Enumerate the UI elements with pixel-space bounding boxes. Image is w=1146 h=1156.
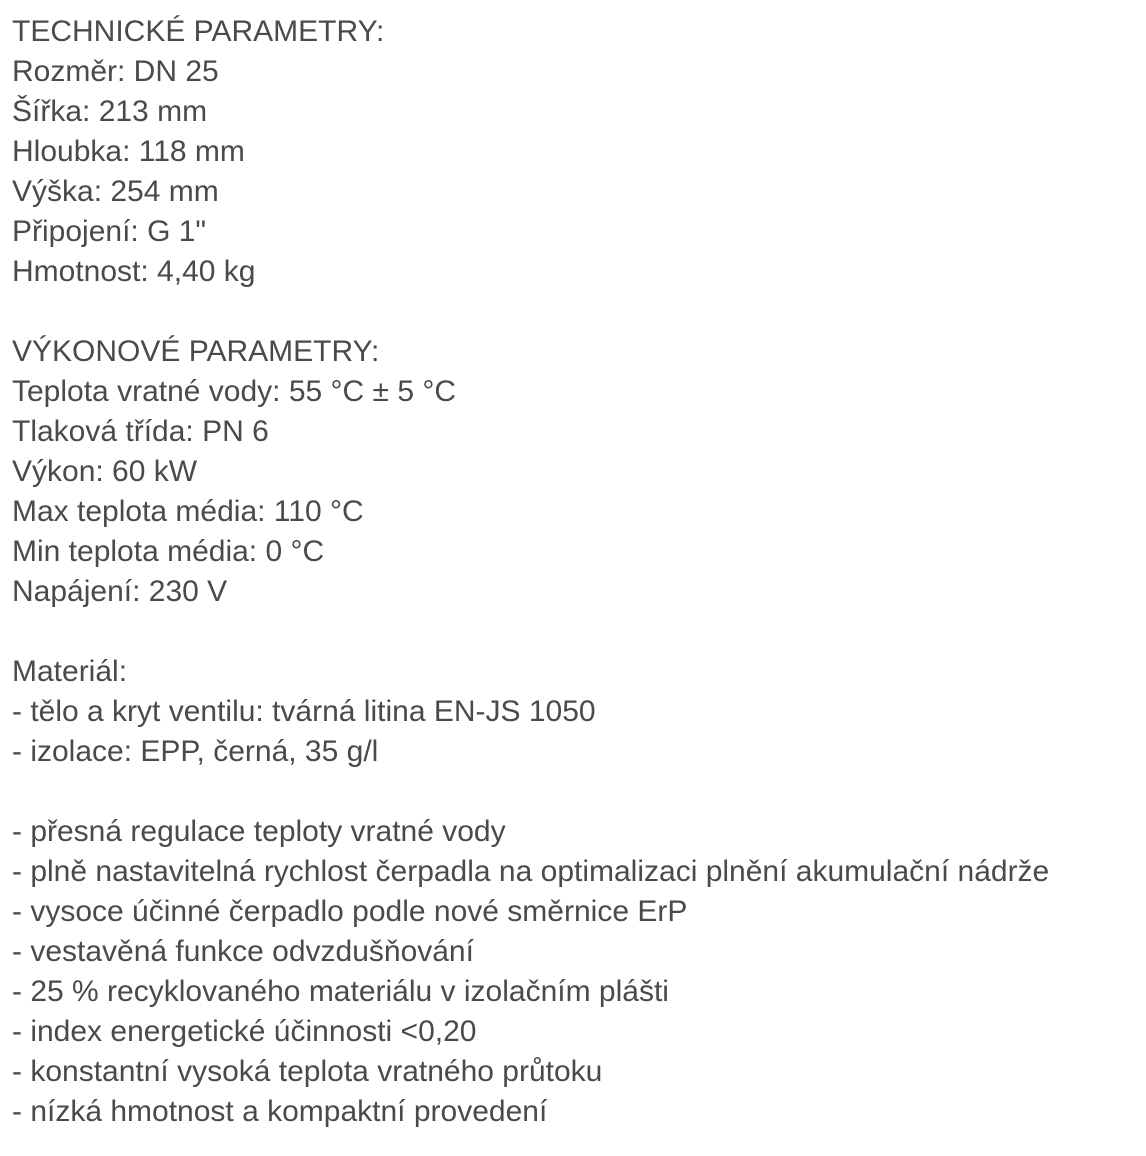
product-spec-document — [12, 12, 1142, 1132]
spec-line-connection: Připojení: G 1" — [12, 215, 207, 248]
feature-list-item: - plně nastavitelná rychlost čerpadla na optimalizaci plnění akumulační nádrže — [12, 855, 1050, 888]
material-heading: Materiál: — [12, 655, 128, 688]
spec-line-weight: Hmotnost: 4,40 kg — [12, 255, 256, 288]
section-spacer — [12, 292, 1142, 332]
spec-line-power-supply: Napájení: 230 V — [12, 575, 228, 608]
spec-line-depth: Hloubka: 118 mm — [12, 135, 245, 168]
spec-line-min-media-temperature: Min teplota média: 0 °C — [12, 535, 325, 568]
features-section — [12, 812, 1142, 1132]
spec-line-max-media-temperature: Max teplota média: 110 °C — [12, 495, 364, 528]
performance-parameters-heading: VÝKONOVÉ PARAMETRY: — [12, 335, 380, 368]
technical-parameters-section — [12, 12, 1142, 292]
feature-list-item: - 25 % recyklovaného materiálu v izolačním plášti — [12, 975, 669, 1008]
spec-line-return-temperature: Teplota vratné vody: 55 °C ± 5 °C — [12, 375, 457, 408]
material-line-body: - tělo a kryt ventilu: tvárná litina EN-JS 1050 — [12, 695, 596, 728]
spec-line-height: Výška: 254 mm — [12, 175, 219, 208]
feature-list-item: - vysoce účinné čerpadlo podle nové směrnice ErP — [12, 895, 688, 928]
spec-line-pressure-class: Tlaková třída: PN 6 — [12, 415, 269, 448]
section-spacer — [12, 612, 1142, 652]
feature-list-item: - vestavěná funkce odvzdušňování — [12, 935, 474, 968]
material-line-insulation: - izolace: EPP, černá, 35 g/l — [12, 735, 379, 768]
spec-line-width: Šířka: 213 mm — [12, 95, 208, 128]
feature-list-item: - konstantní vysoká teplota vratného průtoku — [12, 1055, 603, 1088]
performance-parameters-section — [12, 332, 1142, 612]
material-section — [12, 652, 1142, 772]
section-spacer — [12, 772, 1142, 812]
feature-list-item: - přesná regulace teploty vratné vody — [12, 815, 506, 848]
feature-list-item: - nízká hmotnost a kompaktní provedení — [12, 1095, 548, 1128]
spec-line-size: Rozměr: DN 25 — [12, 55, 219, 88]
spec-line-power: Výkon: 60 kW — [12, 455, 198, 488]
technical-parameters-heading: TECHNICKÉ PARAMETRY: — [12, 15, 385, 48]
feature-list-item: - index energetické účinnosti <0,20 — [12, 1015, 477, 1048]
